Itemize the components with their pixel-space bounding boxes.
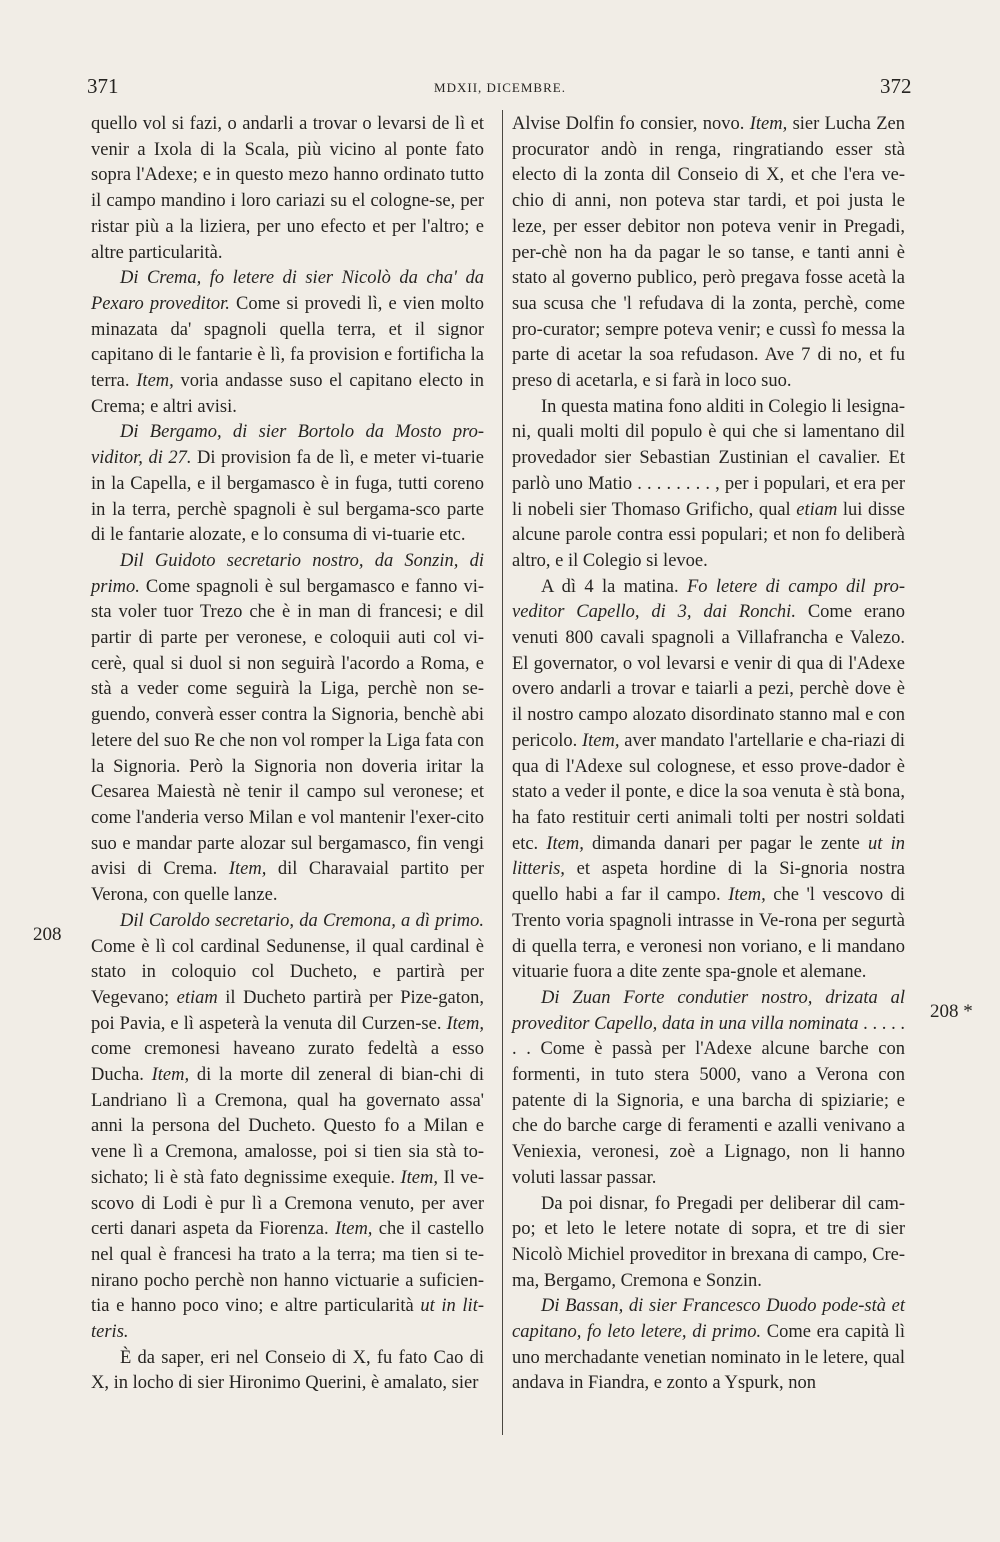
text-span: Il ve-scovo di Lodi è pur lì a Cremona venuto, per aver certi danari aspeta da Fiorenza. [91,1167,484,1240]
paragraph [512,112,905,395]
paragraph [512,395,905,575]
italic-term: Item, [400,1167,438,1188]
paragraph [91,420,484,549]
text-span: Come è lì col cardinal Sedunense, il qual cardinal è stato in coloquio col Ducheto, e partirà per Vegevano; [91,936,484,1008]
text-span: voria andasse suso el capitano electo in Crema; e altri avisi. [91,371,484,417]
page-number-right: 372 [880,74,912,98]
italic-term: Item, [136,371,174,392]
paragraph [91,909,484,1346]
text-span: È da saper, eri nel Conseio di X, fu fato Cao di X, in locho di sier Hironimo Querini, è amalato, sier [91,1347,484,1394]
italic-term: ut in litteris, [512,833,905,880]
margin-note-left: 208 [33,924,62,945]
text-span: che 'l vescovo di Trento voria spagnoli intrasse in Ve-rona per segurtà di quella terra, e veronesi non voriano, e li mandano vituarie fuora a dite zente spa-gnole et alemane. [512,885,905,983]
text-span: Come si provedi lì, e vien molto minazata da' spagnoli quella terra, et il signor capitano di le fantarie è lì, fa provision e fortificha la terra. [91,293,484,392]
text-span: sier Lucha Zen procurator andò in renga, ringratiando esser stà electo di la zonta dil Conseio di X, et che l'era ve-chio di anni, non poteva star tardi, et poi justa le leze, per esser debitor non poteva venir in Pregadi, per-chè non ha da pagar le so tanse, e tanti anni è stato al governo publico, però pregava fosse acetà la sua scusa che 'l refudava di la zonta, perchè, come pro-curator; sempre poteva venir; e cussì fo messa la parte di acetar la soa refudason. Ave 7 di no, et fu preso di acetarla, e si farà in loco suo. [512,114,905,392]
paragraph [91,266,484,420]
text-span: Come era capità lì uno merchadante venetian nominato in le letere, qual andava in Fiandra, e zonto a Yspurk, non [512,1322,905,1394]
text-span: Come erano venuti 800 cavali spagnoli a Villafrancha e Valezo. El governator, o vol levarsi e venir di qua di l'Adexe overo andarli a trovar e taiarli a pezi, perchè dove è il nostro campo alozato disordinato stanno mal e con pericolo. [512,602,905,751]
text-span: Da poi disnar, fo Pregadi per deliberar dil cam-po; et leto le letere notate di sopra, et tre di sier Nicolò Michiel proveditor in brexana di campo, Cre-ma, Bergamo, Cremona e Sonzin. [512,1193,905,1291]
text-span: A dì 4 la matina. [541,576,687,597]
italic-term: etiam [796,499,838,520]
paragraph-heading: Dil Caroldo secretario, da Cremona, a dì primo. [120,910,484,931]
right-column [512,112,905,1397]
paragraph-heading: Di Zuan Forte condutier nostro, drizata al proveditor Capello, data in una villa nominata [512,987,905,1034]
running-title: MDXII, DICEMBRE. [434,80,566,95]
text-span: dimanda danari per pagar le zente [583,833,869,854]
italic-term: Item, [581,730,620,751]
text-span: quello vol si fazi, o andarli a trovar o levarsi de lì et venir a Ixola di la Scala, più vicino al ponte fato sopra l'Adexe; e in questo mezo hanno ordinato tutto il campo mandino i loro cariazi su el cologne-se, per ristar più a la liziera, per uno efecto et per l'altro; e altre particularità. [91,114,484,263]
text-span: aver mandato l'artellarie e cha-riazi di qua di l'Adexe sul colognese, et esso prove-dador è stato a veder il ponte, e dice la soa venuta è stà bona, ha fato restituir certi animali tolti per nostri soldati etc. [512,730,905,854]
paragraph [512,1192,905,1295]
text-span: che il castello nel qual è francesi ha trato a la terra; ma tien si te-nirano pocho perchè non hanno victuarie a suficien-tia e hanno poco vino; e altre particularità [91,1219,484,1317]
margin-note-right: 208 * [930,1001,973,1022]
text-span: Come spagnoli è sul bergamasco e fanno vi-sta voler tuor Trezo che è in man di francesi; e dil partir di parte per veronese, e coloquii auti col vi-cerè, qual si duol si non seguirà l'acordo a Roma, e stà a veder come seguirà la Liga, perchè non se-guendo, converà esser contra la Signoria, benchè abi letere del suo Re che non vol romper la Liga fata con la Signoria. Però la Signoria non doveria iritar la Cesarea Maiestà nè tenir il campo sul veronese; et come l'anderia verso Milan e vol mantenir l'exer-cito suo e mandar parte alozar sul bergamasco, fin vengi avisi di Crema. [91,576,484,880]
italic-term: etiam [176,987,218,1008]
text-span: In questa matina fono alditi in Colegio li lesigna-ni, quali molti dil populo è qui che si lamentano dil provedador sier Sebastian Zustinian el cavalier. Et parlò uno Matio . . . . . . . . , per i populari, et era per li nobeli sier Thomaso Grificho, qual [512,396,905,520]
text-span: . . . . . . . Come è passà per l'Adexe alcune barche con formenti, in tuto stera 5000, vano a Verona con patente di la Signoria, e una barcha di spiziarie; e che do barche carge di feramenti e azalli venivano a Veniexia, veronesi, zoè a Lignago, non li hanno voluti lassar passar. [512,1013,906,1188]
text-span: Alvise Dolfin fo consier, novo. [512,114,750,134]
text-span: dil Charavaial partito per Verona, con quelle lanze. [91,859,484,906]
paragraph-heading: Di Bassan, di sier Francesco Duodo pode-stà et capitano, fo leto letere, di primo. [512,1296,905,1343]
paragraph [91,1346,484,1397]
italic-term: Item, [334,1219,373,1240]
italic-term: Item, [228,859,267,880]
paragraph [91,549,484,909]
column-divider [502,110,503,1435]
page-number-left: 371 [87,74,119,98]
text-span: di la morte dil zeneral di bian-chi di Landriano lì a Cremona, qual ha governato assa' anni la persona del Ducheto. Questo fo a Milan e vene lì a Cremona, amalosse, poi si tien sia stà to-sichato; li è stà fato degnissime exequie. [91,1065,484,1188]
text-span: come cremonesi haveano zurato fedeltà a esso Ducha. [91,1039,484,1086]
left-column [91,112,484,1397]
paragraph [91,112,484,266]
paragraph [512,575,905,986]
paragraph-heading: Fo letere di campo dil pro-veditor Capello, di 3, dai Ronchi. [512,576,905,623]
italic-term: Item, [151,1065,190,1086]
paragraph [512,986,905,1192]
paragraph-heading: Di Crema, fo letere di sier Nicolò da cha' da Pexaro proveditor. [91,268,484,314]
text-span: lui disse alcune parole contra essi populari; et non fo deliberà altro, e il Colegio si levoe. [512,499,906,571]
italic-term: Item, [728,885,766,906]
italic-term: Item, [446,1013,484,1034]
paragraph-heading: Dil Guidoto secretario nostro, da Sonzin, di primo. [91,550,484,597]
text-span: il Ducheto partirà per Pize-gaton, poi Pavia, e lì aspeterà la venuta dil Curzen-se. [91,987,484,1034]
text-span: et aspeta hordine di la Si-gnoria nostra quello habi a far il campo. [512,859,905,906]
text-span: Di provision fa de lì, e meter vi-tuarie in la Capella, e il bergamasco è in fuga, tutti coreno in la terra, perchè spagnoli è sul bergama-sco parte di le fantarie alozate, e lo consuma di vi-tuarie etc. [91,448,484,546]
italic-term: Item, [546,833,584,854]
italic-term: ut in lit-teris. [91,1296,484,1343]
paragraph [512,1294,905,1397]
italic-term: Item, [749,114,788,134]
paragraph-heading: Di Bergamo, di sier Bortolo da Mosto pro-viditor, di 27. [91,422,484,469]
